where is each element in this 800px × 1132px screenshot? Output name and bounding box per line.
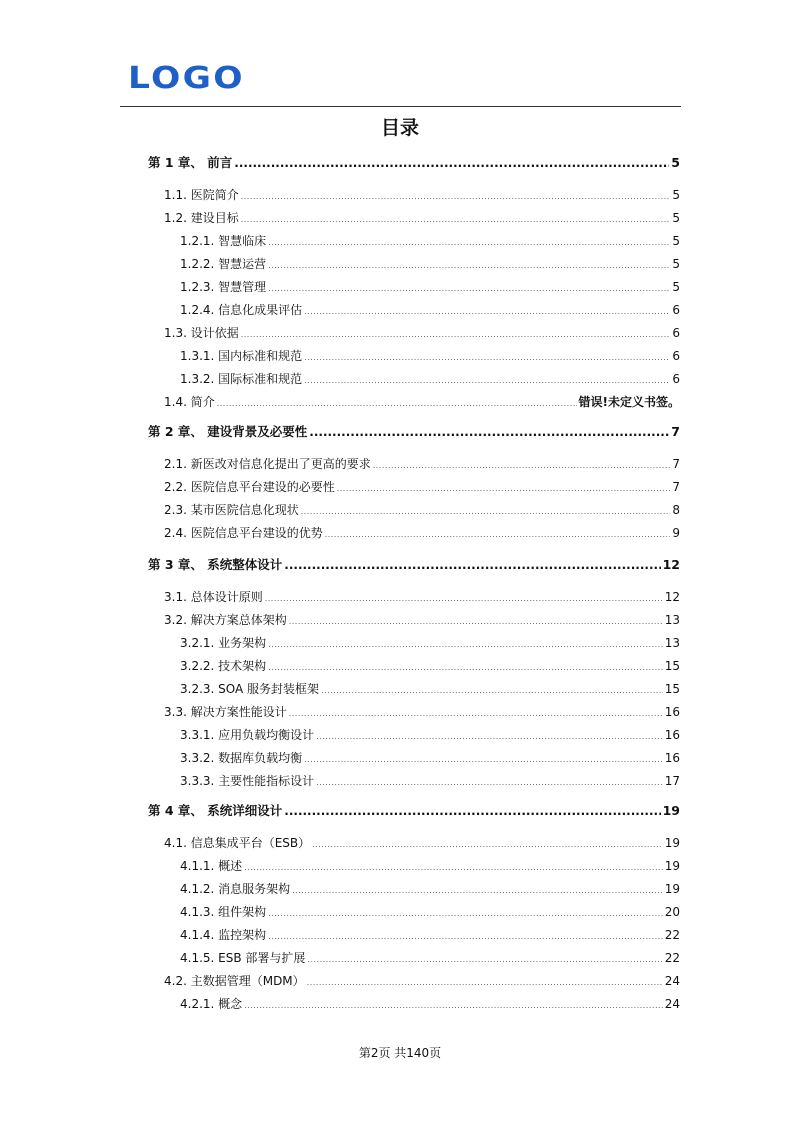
toc-entry-label: 3.2.2. 技术架构 xyxy=(180,659,267,673)
toc-entry-label: 3.3.2. 数据库负载均衡 xyxy=(180,751,303,765)
toc-entry-label: 3.2.1. 业务架构 xyxy=(180,636,267,650)
toc-entry-page: 16 xyxy=(664,751,680,765)
toc-entry-page: 19 xyxy=(664,859,680,873)
toc-entry[interactable] xyxy=(180,658,680,676)
toc-entry[interactable] xyxy=(164,973,680,991)
toc-title: 目录 xyxy=(380,117,419,139)
toc-entry[interactable] xyxy=(180,927,680,945)
page-footer: 第2页 共140页 xyxy=(358,1046,442,1060)
toc-entry-page: 15 xyxy=(664,682,680,696)
toc-leader-dots xyxy=(373,458,671,474)
toc-entry-label: 3.3.3. 主要性能指标设计 xyxy=(180,774,315,788)
toc-leader-dots xyxy=(244,860,663,876)
toc-leader-dots xyxy=(268,258,670,274)
toc-leader-dots xyxy=(234,155,669,171)
toc-entry[interactable] xyxy=(164,456,680,474)
toc-entry-label: 2.4. 医院信息平台建设的优势 xyxy=(164,526,323,540)
toc-entry-label: 4.1. 信息集成平台（ESB） xyxy=(164,836,311,850)
toc-entry-label: 3.2. 解决方案总体架构 xyxy=(164,613,287,627)
toc-leader-dots xyxy=(304,373,670,389)
toc-leader-dots xyxy=(301,504,671,520)
toc-leader-dots xyxy=(337,481,671,497)
toc-leader-dots xyxy=(265,591,663,607)
toc-leader-dots xyxy=(217,396,577,412)
toc-entry[interactable] xyxy=(180,371,680,389)
toc-entry-page: 17 xyxy=(664,774,680,788)
toc-entry[interactable] xyxy=(164,479,680,497)
toc-leader-dots xyxy=(304,304,670,320)
toc-entry-page: 5 xyxy=(672,280,680,294)
toc-entry-label: 1.2.3. 智慧管理 xyxy=(180,280,267,294)
toc-entry-page: 16 xyxy=(664,728,680,742)
toc-entry-page: 6 xyxy=(672,349,680,363)
toc-entry-page: 13 xyxy=(664,613,680,627)
toc-leader-dots xyxy=(316,729,663,745)
toc-leader-dots xyxy=(309,424,669,440)
toc-entry[interactable] xyxy=(164,394,680,412)
toc-entry[interactable] xyxy=(180,302,680,320)
toc-entry[interactable] xyxy=(164,704,680,722)
toc-entry-label: 4.1.1. 概述 xyxy=(180,859,243,873)
toc-entry-label: 3.1. 总体设计原则 xyxy=(164,590,263,604)
toc-entry[interactable] xyxy=(164,187,680,205)
logo: LOGO xyxy=(128,61,245,96)
toc-entry-label: 4.1.5. ESB 部署与扩展 xyxy=(180,951,306,965)
toc-entry-page: 22 xyxy=(664,928,680,942)
toc-entry[interactable] xyxy=(180,881,680,899)
toc-entry-label: 1.2.1. 智慧临床 xyxy=(180,234,267,248)
toc-entry-page: 19 xyxy=(664,882,680,896)
toc-leader-dots xyxy=(321,683,663,699)
toc-entry[interactable] xyxy=(180,279,680,297)
toc-leader-dots xyxy=(268,235,670,251)
toc-entry[interactable] xyxy=(164,525,680,543)
toc-entry[interactable] xyxy=(164,325,680,343)
toc-entry-label: 2.3. 某市医院信息化现状 xyxy=(164,503,299,517)
toc-entry-page: 5 xyxy=(672,234,680,248)
toc-chapter-entry[interactable] xyxy=(148,155,680,171)
toc-leader-dots xyxy=(241,189,671,205)
toc-entry[interactable] xyxy=(180,996,680,1014)
toc-entry[interactable] xyxy=(164,612,680,630)
toc-leader-dots xyxy=(241,212,671,228)
toc-entry-label: 第 3 章、 系统整体设计 xyxy=(148,557,283,572)
toc-entry-label: 4.1.4. 监控架构 xyxy=(180,928,267,942)
toc-entry-page: 19 xyxy=(664,836,680,850)
toc-entry-label: 4.2. 主数据管理（MDM） xyxy=(164,974,305,988)
toc-leader-dots xyxy=(325,527,671,543)
toc-leader-dots xyxy=(307,975,663,991)
toc-entry-page: 6 xyxy=(672,372,680,386)
toc-entry-page: 24 xyxy=(664,974,680,988)
toc-entry-label: 第 1 章、 前言 xyxy=(148,155,233,170)
toc-entry-page: 错误!未定义书签。 xyxy=(578,395,680,409)
toc-entry[interactable] xyxy=(164,835,680,853)
toc-entry-page: 22 xyxy=(664,951,680,965)
toc-entry-label: 1.3.1. 国内标准和规范 xyxy=(180,349,303,363)
toc-entry-page: 7 xyxy=(672,480,680,494)
toc-leader-dots xyxy=(307,952,662,968)
toc-entry-label: 1.4. 简介 xyxy=(164,395,215,409)
toc-entry-label: 1.2.4. 信息化成果评估 xyxy=(180,303,303,317)
toc-leader-dots xyxy=(289,614,663,630)
toc-entry[interactable] xyxy=(180,773,680,791)
toc-entry-label: 2.1. 新医改对信息化提出了更高的要求 xyxy=(164,457,371,471)
toc-entry[interactable] xyxy=(180,858,680,876)
toc-entry-page: 7 xyxy=(671,424,680,439)
toc-entry-page: 6 xyxy=(672,303,680,317)
toc-leader-dots xyxy=(244,998,663,1014)
toc-chapter-entry[interactable] xyxy=(148,557,680,573)
toc-leader-dots xyxy=(268,637,663,653)
toc-entry-page: 19 xyxy=(662,803,680,818)
toc-leader-dots xyxy=(304,752,663,768)
toc-entry-label: 4.2.1. 概念 xyxy=(180,997,243,1011)
toc-entry[interactable] xyxy=(164,210,680,228)
toc-leader-dots xyxy=(268,281,670,297)
toc-entry-page: 12 xyxy=(662,557,680,572)
toc-leader-dots xyxy=(268,906,663,922)
toc-entry-page: 13 xyxy=(664,636,680,650)
toc-entry-label: 1.3. 设计依据 xyxy=(164,326,239,340)
toc-entry-label: 1.2. 建设目标 xyxy=(164,211,239,225)
toc-entry[interactable] xyxy=(180,233,680,251)
toc-entry[interactable] xyxy=(180,950,680,968)
toc-entry-page: 24 xyxy=(664,997,680,1011)
toc-entry-page: 12 xyxy=(664,590,680,604)
toc-entry-page: 9 xyxy=(672,526,680,540)
toc-entry-label: 4.1.2. 消息服务架构 xyxy=(180,882,291,896)
toc-entry-label: 3.2.3. SOA 服务封装框架 xyxy=(180,682,320,696)
toc-leader-dots xyxy=(289,706,663,722)
toc-entry-page: 5 xyxy=(671,155,680,170)
toc-leader-dots xyxy=(284,803,660,819)
toc-entry-label: 1.3.2. 国际标准和规范 xyxy=(180,372,303,386)
toc-entry-label: 3.3.1. 应用负载均衡设计 xyxy=(180,728,315,742)
toc-entry-page: 6 xyxy=(672,326,680,340)
toc-entry[interactable] xyxy=(180,727,680,745)
toc-entry-label: 第 2 章、 建设背景及必要性 xyxy=(148,424,308,439)
toc-entry[interactable] xyxy=(180,256,680,274)
toc-entry-page: 15 xyxy=(664,659,680,673)
toc-chapter-entry[interactable] xyxy=(148,803,680,819)
toc-entry-label: 3.3. 解决方案性能设计 xyxy=(164,705,287,719)
toc-leader-dots xyxy=(304,350,670,366)
toc-entry[interactable] xyxy=(164,589,680,607)
toc-entry-page: 5 xyxy=(672,188,680,202)
toc-entry-page: 5 xyxy=(672,211,680,225)
toc-entry[interactable] xyxy=(180,681,680,699)
toc-entry[interactable] xyxy=(180,348,680,366)
toc-chapter-entry[interactable] xyxy=(148,424,680,440)
toc-entry-label: 1.1. 医院简介 xyxy=(164,188,239,202)
toc-entry-label: 1.2.2. 智慧运营 xyxy=(180,257,267,271)
toc-entry-page: 5 xyxy=(672,257,680,271)
toc-entry-page: 7 xyxy=(672,457,680,471)
toc-entry[interactable] xyxy=(164,502,680,520)
toc-entry-page: 20 xyxy=(664,905,680,919)
toc-leader-dots xyxy=(316,775,663,791)
toc-leader-dots xyxy=(241,327,671,343)
toc-leader-dots xyxy=(292,883,663,899)
toc-leader-dots xyxy=(268,929,663,945)
toc-entry-page: 16 xyxy=(664,705,680,719)
toc-leader-dots xyxy=(268,660,663,676)
toc-entry-label: 4.1.3. 组件架构 xyxy=(180,905,267,919)
toc-entry[interactable] xyxy=(180,904,680,922)
toc-entry-label: 2.2. 医院信息平台建设的必要性 xyxy=(164,480,335,494)
toc-entry[interactable] xyxy=(180,635,680,653)
toc-entry-label: 第 4 章、 系统详细设计 xyxy=(148,803,283,818)
toc-leader-dots xyxy=(284,557,660,573)
toc-leader-dots xyxy=(312,837,663,853)
toc-entry[interactable] xyxy=(180,750,680,768)
toc-entry-page: 8 xyxy=(672,503,680,517)
